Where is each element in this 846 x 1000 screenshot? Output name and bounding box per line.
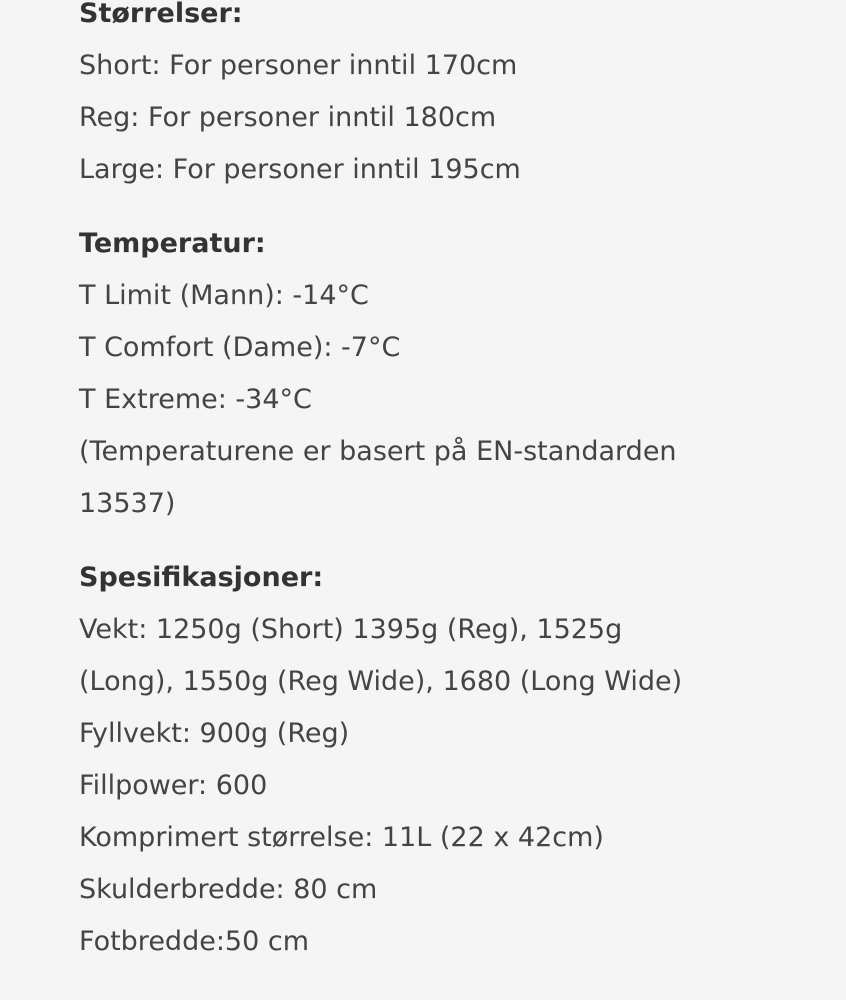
size-reg-line: Reg: For personer inntil 180cm: [79, 102, 497, 133]
fill-weight-line: Fyllvekt: 900g (Reg): [79, 718, 350, 749]
temp-note-line-2: 13537): [79, 488, 176, 519]
compressed-size-line: Komprimert størrelse: 11L (22 x 42cm): [79, 822, 604, 853]
sizes-section: [79, 0, 819, 196]
shoulder-width-line: Skulderbredde: 80 cm: [79, 874, 378, 905]
temperature-section: [79, 218, 819, 530]
size-large-line: Large: For personer inntil 195cm: [79, 154, 521, 185]
temp-note-line-1: (Temperaturene er basert på EN-standarden: [79, 436, 677, 467]
sizes-heading: Størrelser:: [79, 0, 243, 29]
product-specs: [79, 0, 819, 990]
fillpower-line: Fillpower: 600: [79, 770, 268, 801]
temp-comfort-line: T Comfort (Dame): -7°C: [79, 332, 401, 363]
size-short-line: Short: For personer inntil 170cm: [79, 50, 518, 81]
foot-width-line: Fotbredde:50 cm: [79, 926, 310, 957]
specifications-section: [79, 552, 819, 968]
temperature-heading: Temperatur:: [79, 228, 266, 259]
weight-line-2: (Long), 1550g (Reg Wide), 1680 (Long Wide): [79, 666, 683, 697]
temp-limit-line: T Limit (Mann): -14°C: [79, 280, 369, 311]
weight-line-1: Vekt: 1250g (Short) 1395g (Reg), 1525g: [79, 614, 623, 645]
specifications-heading: Spesifikasjoner:: [79, 562, 324, 593]
temp-extreme-line: T Extreme: -34°C: [79, 384, 312, 415]
